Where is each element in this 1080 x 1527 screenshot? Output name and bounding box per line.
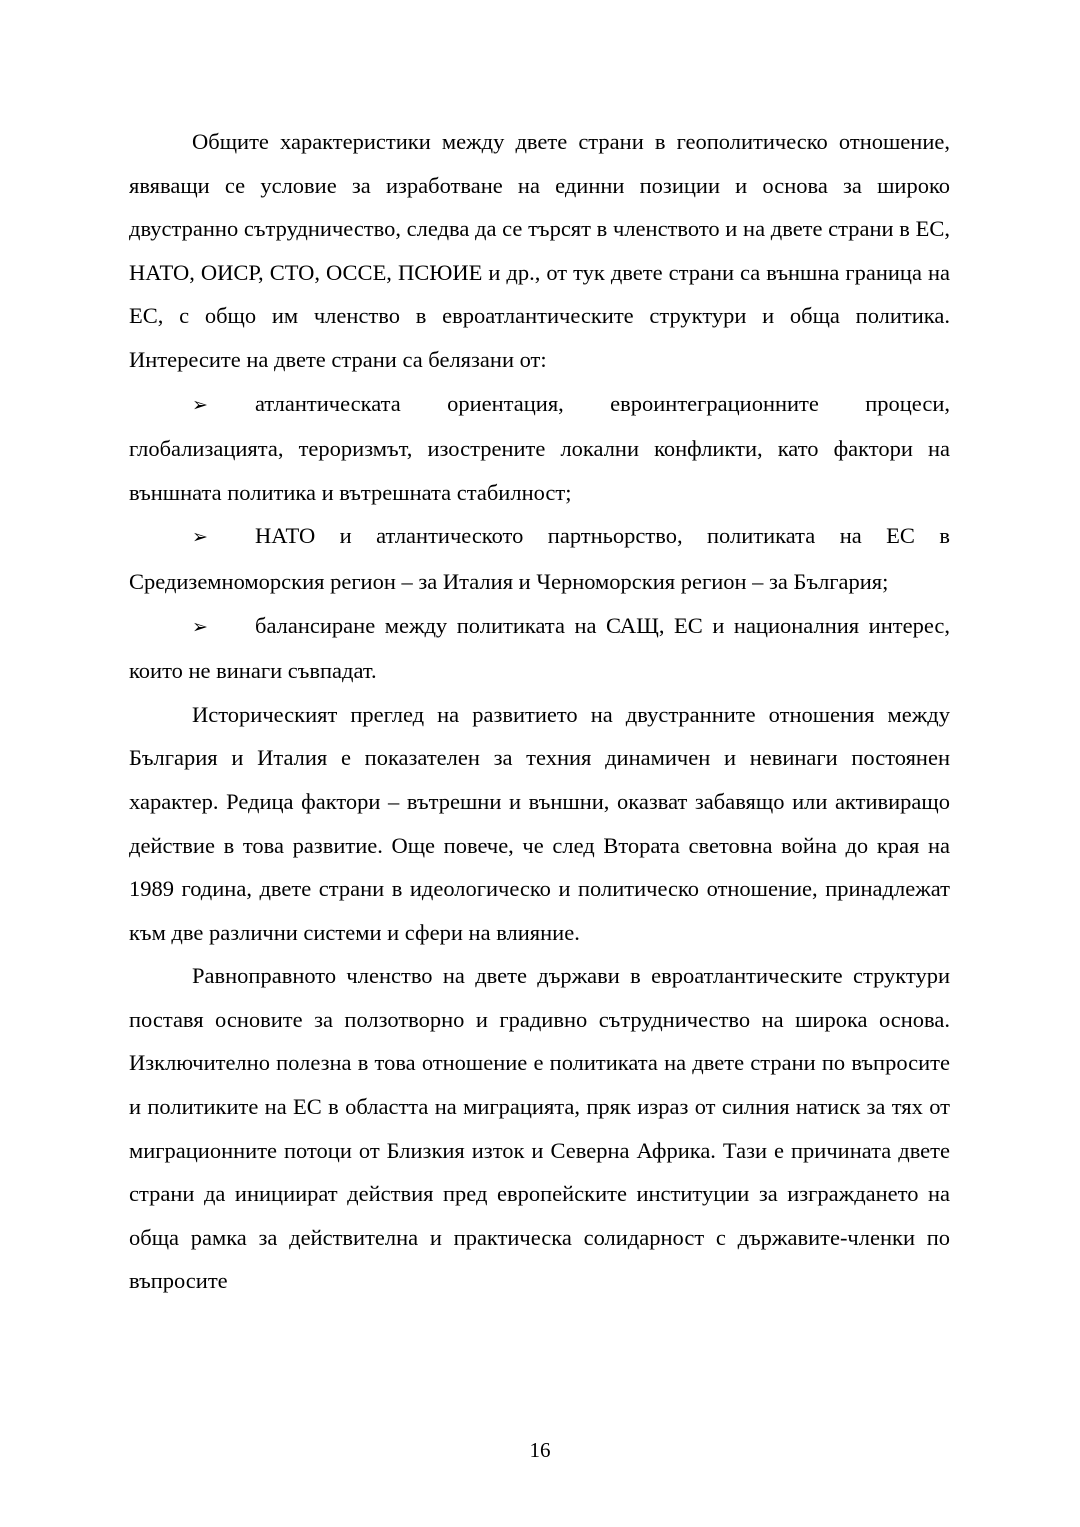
bullet-text: атлантическата ориентация, евроинтеграционните процеси, глобализацията, тероризмът, изострените локални конфликти, като фактори на външната политика и вътрешната стабилност; [129,390,950,505]
paragraph: Историческият преглед на развитието на двустранните отношения между България и Италия е показателен за техния динамичен и невинаги постоянен характер. Редица фактори – вътрешни и външни, оказват забавящо или активиращо действие в това развитие. Още повече, че след Втората световна война до края на 1989 година, двете страни в идеологическо и политическо отношение, принадлежат към две различни системи и сфери на влияние. [129,701,950,945]
page-body [129,120,950,1303]
bullet-text: балансиране между политиката на САЩ, ЕС и националния интерес, които не винаги съвпадат. [129,612,950,684]
page-number: 16 [529,1438,551,1462]
bullet-item [129,382,950,515]
arrowhead-bullet-icon: ➢ [192,526,208,549]
bullet-text: НАТО и атлантическото партньорство, политиката на ЕС в Средиземноморския регион – за Италия и Черноморския регион – за България; [129,523,950,594]
arrowhead-bullet-icon: ➢ [192,393,208,416]
paragraph: Общите характеристики между двете страни в геополитическо отношение, явяващи се условие за изработване на единни позиции и основа за широко двустранно сътрудничество, следва да се търсят в членството и на двете страни в ЕС, НАТО, ОИСР, СТО, ОССЕ, ПСЮИЕ и др., от тук двете страни са външна граница на ЕС, с общо им членство в евроатлантическите структури и обща политика. Интересите на двете страни са белязани от: [129,129,950,372]
paragraph: Равноправното членство на двете държави в евроатлантическите структури поставя основите за ползотворно и градивно сътрудничество на широка основа. Изключително полезна в това отношение е политиката на двете страни по въпросите и политиките на ЕС в областта на миграцията, пряк израз от силния натиск за тях от миграционните потоци от Близкия изток и Северна Африка. Тази е причината двете страни да инициират действия пред европейските институции за изграждането на обща рамка за действителна и практическа солидарност с държавите-членки по въпросите [129,963,950,1294]
arrowhead-bullet-icon: ➢ [192,615,208,638]
bullet-item [129,514,950,603]
bullet-item [129,604,950,693]
